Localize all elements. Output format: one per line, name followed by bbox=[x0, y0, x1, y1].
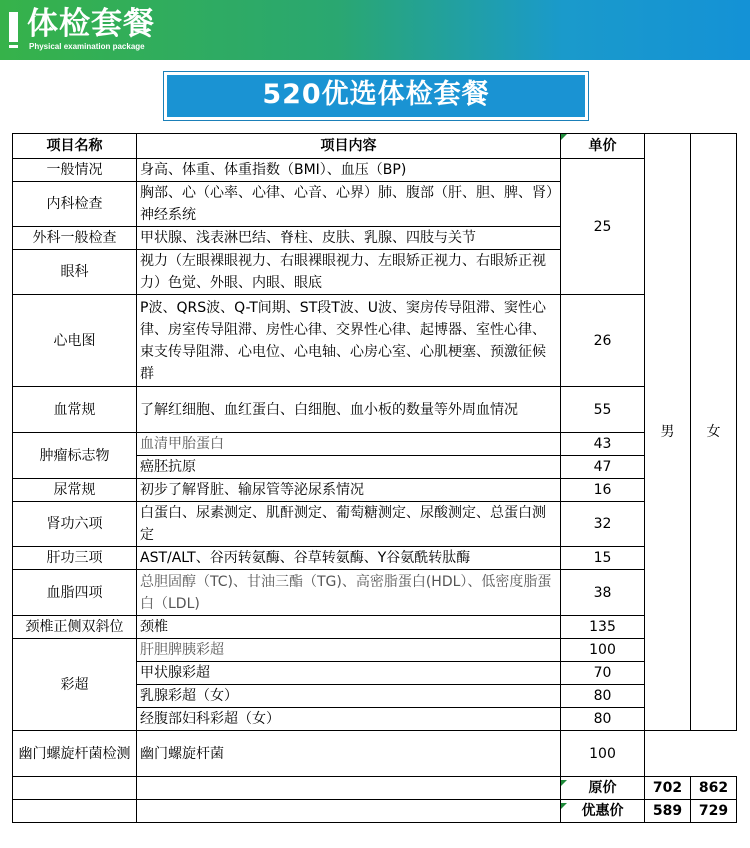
table-row bbox=[13, 295, 737, 387]
row-price: 55 bbox=[561, 387, 645, 433]
discount-price-label: 优惠价 bbox=[561, 800, 645, 823]
gender-male-column: 男 bbox=[645, 134, 691, 731]
table-row bbox=[13, 433, 737, 456]
banner-accent-bar bbox=[9, 12, 18, 42]
row-name: 尿常规 bbox=[13, 479, 137, 502]
row-price: 15 bbox=[561, 547, 645, 570]
cell-marker-icon bbox=[561, 780, 567, 786]
empty-cell bbox=[13, 800, 137, 823]
row-price: 135 bbox=[561, 616, 645, 639]
empty-cell bbox=[137, 800, 561, 823]
row-content: 血清甲胎蛋白 bbox=[137, 433, 561, 456]
row-content: 甲状腺、浅表淋巴结、脊柱、皮肤、乳腺、四肢与关节 bbox=[137, 227, 561, 250]
banner-accent-line bbox=[9, 45, 18, 48]
row-content: 初步了解肾脏、输尿管等泌尿系情况 bbox=[137, 479, 561, 502]
row-price: 16 bbox=[561, 479, 645, 502]
row-content: 了解红细胞、血红蛋白、白细胞、血小板的数量等外周血情况 bbox=[137, 387, 561, 433]
table-row bbox=[13, 639, 737, 662]
row-content: 甲状腺彩超 bbox=[137, 662, 561, 685]
row-price: 80 bbox=[561, 708, 645, 731]
table-row bbox=[13, 570, 737, 616]
row-name: 血脂四项 bbox=[13, 570, 137, 616]
row-content: 白蛋白、尿素测定、肌酐测定、葡萄糖测定、尿酸测定、总蛋白测定 bbox=[137, 502, 561, 547]
table-row bbox=[13, 479, 737, 502]
row-content: 胸部、心（心率、心律、心音、心界）肺、腹部（肝、胆、脾、肾）神经系统 bbox=[137, 182, 561, 227]
row-price-group: 25 bbox=[561, 159, 645, 295]
table-row bbox=[13, 159, 737, 182]
row-content: 颈椎 bbox=[137, 616, 561, 639]
row-name: 一般情况 bbox=[13, 159, 137, 182]
table-row bbox=[13, 731, 737, 777]
row-name: 彩超 bbox=[13, 639, 137, 731]
table-row bbox=[13, 616, 737, 639]
total-row-original bbox=[13, 777, 737, 800]
discount-price-female: 729 bbox=[691, 800, 737, 823]
row-name: 心电图 bbox=[13, 295, 137, 387]
row-price: 80 bbox=[561, 685, 645, 708]
row-content: 总胆固醇（TC)、甘油三酯（TG)、高密脂蛋白(HDL）、低密度脂蛋白（LDL) bbox=[137, 570, 561, 616]
package-table bbox=[12, 133, 737, 823]
package-title: 520优选体检套餐 bbox=[167, 75, 585, 117]
gender-female-column: 女 bbox=[691, 134, 737, 731]
banner-subtitle: Physical examination package bbox=[29, 42, 145, 51]
row-content: 肝胆脾胰彩超 bbox=[137, 639, 561, 662]
header-price: 单价 bbox=[561, 134, 645, 159]
total-row-discount bbox=[13, 800, 737, 823]
cell-marker-icon bbox=[561, 803, 567, 809]
header-name: 项目名称 bbox=[13, 134, 137, 159]
row-price: 70 bbox=[561, 662, 645, 685]
row-name: 肝功三项 bbox=[13, 547, 137, 570]
header-banner bbox=[0, 0, 750, 60]
empty-cell bbox=[137, 777, 561, 800]
row-content: 经腹部妇科彩超（女） bbox=[137, 708, 561, 731]
original-price-female: 862 bbox=[691, 777, 737, 800]
row-content: 癌胚抗原 bbox=[137, 456, 561, 479]
table-row bbox=[13, 547, 737, 570]
row-content: 身高、体重、体重指数（BMI）、血压（BP) bbox=[137, 159, 561, 182]
row-price: 26 bbox=[561, 295, 645, 387]
original-price-label: 原价 bbox=[561, 777, 645, 800]
table-row bbox=[13, 502, 737, 547]
row-content: 乳腺彩超（女） bbox=[137, 685, 561, 708]
row-price: 38 bbox=[561, 570, 645, 616]
empty-cell bbox=[13, 777, 137, 800]
banner-title: 体检套餐 bbox=[27, 6, 155, 42]
cell-marker-icon bbox=[561, 134, 567, 140]
row-price: 47 bbox=[561, 456, 645, 479]
row-content: 视力（左眼裸眼视力、右眼裸眼视力、左眼矫正视力、右眼矫正视力）色觉、外眼、内眼、眼底 bbox=[137, 250, 561, 295]
row-content: P波、QRS波、Q-T间期、ST段T波、U波、窦房传导阻滞、窦性心律、房室传导阻滞、房性心律、交界性心律、起博器、室性心律、束支传导阻滞、心电位、心电轴、心房心室、心肌梗塞、预激征候群 bbox=[137, 295, 561, 387]
package-title-box bbox=[163, 71, 589, 121]
original-price-male: 702 bbox=[645, 777, 691, 800]
row-name: 幽门螺旋杆菌检测 bbox=[13, 731, 137, 777]
row-name: 眼科 bbox=[13, 250, 137, 295]
discount-price-male: 589 bbox=[645, 800, 691, 823]
row-price: 43 bbox=[561, 433, 645, 456]
table-row bbox=[13, 387, 737, 433]
row-name: 肿瘤标志物 bbox=[13, 433, 137, 479]
row-content: 幽门螺旋杆菌 bbox=[137, 731, 561, 777]
row-price: 32 bbox=[561, 502, 645, 547]
row-name: 血常规 bbox=[13, 387, 137, 433]
row-name: 外科一般检查 bbox=[13, 227, 137, 250]
row-price: 100 bbox=[561, 639, 645, 662]
row-price: 100 bbox=[561, 731, 645, 777]
row-content: AST/ALT、谷丙转氨酶、谷草转氨酶、Y谷氨酰转肽酶 bbox=[137, 547, 561, 570]
row-name: 内科检查 bbox=[13, 182, 137, 227]
row-name: 肾功六项 bbox=[13, 502, 137, 547]
header-content: 项目内容 bbox=[137, 134, 561, 159]
row-name: 颈椎正侧双斜位 bbox=[13, 616, 137, 639]
